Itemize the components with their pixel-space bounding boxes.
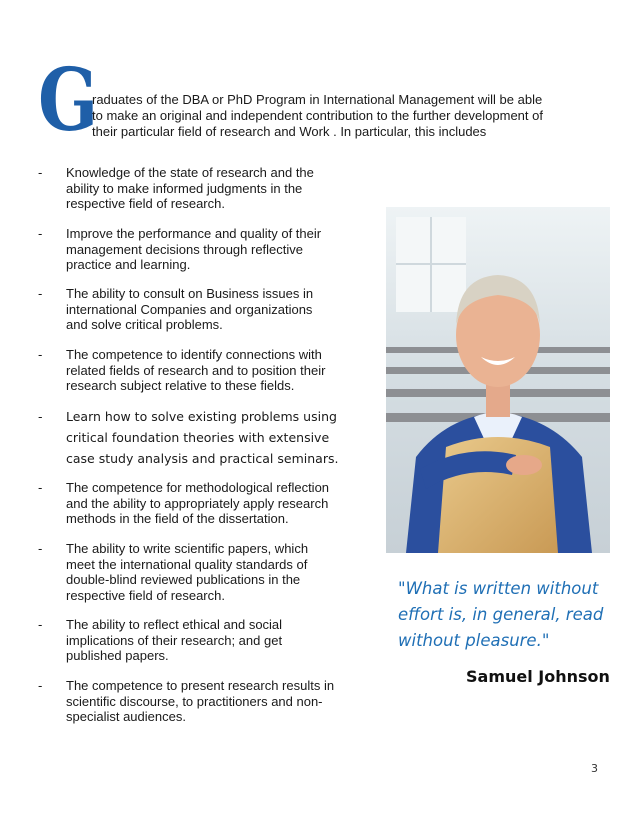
- bullet-line: practice and learning.: [66, 257, 191, 272]
- bullet-line: and solve critical problems.: [66, 317, 223, 332]
- bullet-line: The competence to identify connections with: [66, 347, 322, 362]
- bullet-line: meet the international quality standards of: [66, 556, 308, 572]
- quote-line: effort is, in general, read: [398, 605, 604, 624]
- bullet-dash: -: [38, 347, 43, 362]
- bullet-line: and the ability to appropriately apply research: [66, 495, 329, 511]
- pull-quote: [398, 576, 628, 654]
- bullet-line: Knowledge of the state of research and the: [66, 165, 314, 180]
- bullet-line: specialist audiences.: [66, 709, 186, 724]
- bullet-line: methods in the field of the dissertation.: [66, 511, 289, 526]
- bullet-dash: -: [38, 409, 43, 424]
- bullet-dash: -: [38, 678, 43, 693]
- bullet-line: implications of their research; and get: [66, 632, 283, 648]
- bullet-dash: -: [38, 480, 43, 495]
- bullet-line: Improve the performance and quality of their: [66, 226, 322, 241]
- bullet-line: The competence to present research results in: [66, 678, 335, 693]
- bullet-line: research subject relative to these fields.: [66, 378, 295, 393]
- bullet-line: published papers.: [66, 648, 169, 663]
- bullet-line: The ability to write scientific papers, which: [66, 541, 309, 556]
- bullet-line: ability to make informed judgments in the: [66, 180, 303, 196]
- bullet-dash: -: [38, 165, 43, 180]
- bullet-dash: -: [38, 541, 43, 556]
- bullet-line: critical foundation theories with extensive: [66, 430, 330, 445]
- bullet-line: respective field of research.: [66, 587, 225, 603]
- bullet-line: scientific discourse, to practitioners and non-: [66, 693, 323, 709]
- intro-line: to make an original and independent contribution to the further development of: [92, 108, 543, 123]
- intro-line: raduates of the DBA or PhD Program in International Management will be able: [92, 92, 543, 107]
- bullet-line: respective field of research.: [66, 196, 225, 211]
- bullet-dash: -: [38, 286, 43, 301]
- intro-line: their particular field of research and Work . In particular, this includes: [92, 124, 487, 139]
- bullet-line: The ability to consult on Business issues in: [66, 286, 314, 301]
- bullet-line: case study analysis and practical seminars.: [66, 451, 339, 466]
- quote-author: Samuel Johnson: [466, 667, 610, 686]
- intro-paragraph: [92, 92, 612, 140]
- drop-cap: G: [38, 50, 99, 151]
- quote-line: "What is written without: [398, 579, 599, 598]
- bullet-line: The competence for methodological reflection: [66, 480, 330, 495]
- bullet-line: management decisions through reflective: [66, 241, 304, 257]
- bullet-dash: -: [38, 617, 43, 632]
- bullet-line: international Companies and organizations: [66, 301, 313, 317]
- bullet-line: double-blind reviewed publications in the: [66, 572, 301, 587]
- quote-line: without pleasure.": [398, 631, 550, 650]
- portrait-photo: [386, 207, 610, 553]
- hands: [506, 455, 542, 475]
- bullet-dash: -: [38, 226, 43, 241]
- bullet-line: The ability to reflect ethical and social: [66, 617, 283, 632]
- page-number: 3: [591, 762, 598, 775]
- portrait-illustration: [386, 207, 610, 553]
- background-window: [396, 217, 466, 312]
- bullet-line: Learn how to solve existing problems using: [66, 409, 337, 424]
- bullet-line: related fields of research and to position their: [66, 362, 326, 378]
